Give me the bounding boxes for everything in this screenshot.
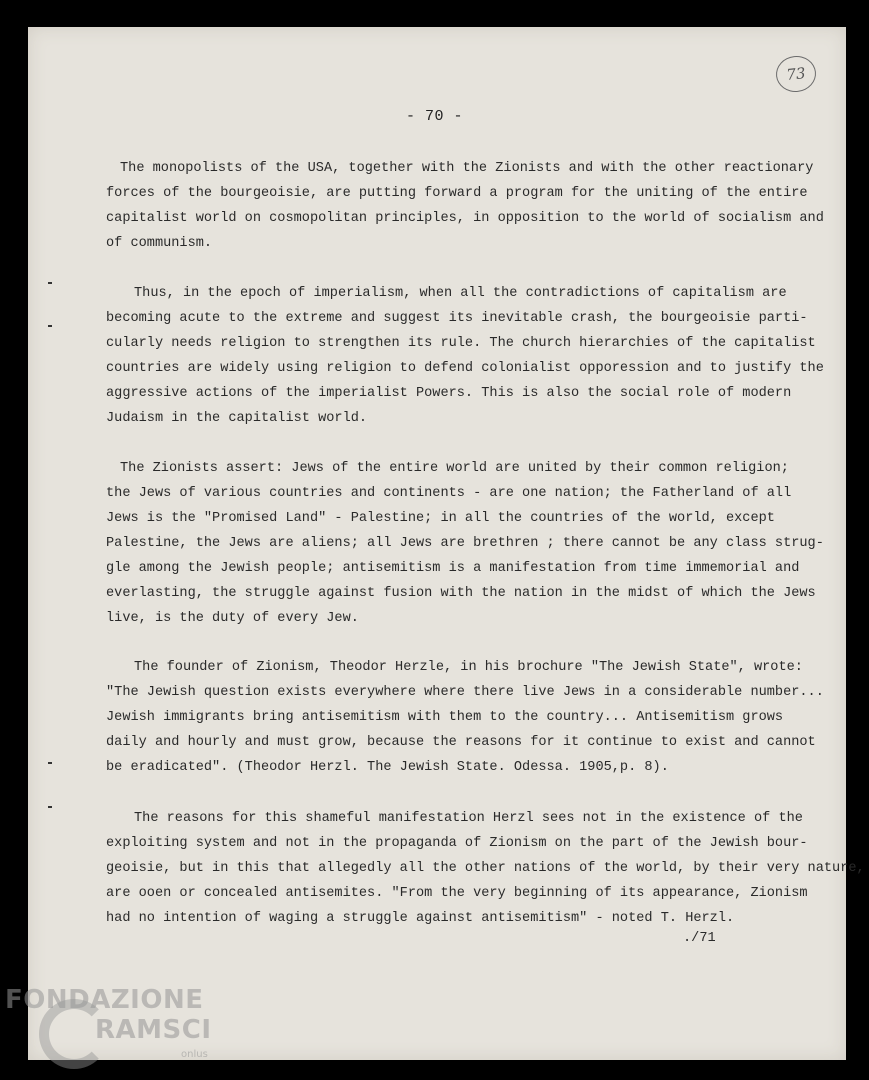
text-line: Thus, in the epoch of imperialism, when all the contradictions of capitalism are [134,286,787,301]
text-line: had no intention of waging a struggle against antisemitism" - noted T. Herzl. [106,911,735,926]
margin-dot [48,325,52,327]
text-line: Jews is the "Promised Land" - Palestine; in all the countries of the world, except [106,511,775,526]
text-line: daily and hourly and must grow, because the reasons for it continue to exist and cannot [106,735,816,750]
text-line: cularly needs religion to strengthen its rule. The church hierarchies of the capitalist [106,336,816,351]
text-line: countries are widely using religion to defend colonialist opporession and to justify the [106,361,824,376]
paragraph-4 [106,655,826,780]
watermark-line-2: RAMSCI [95,1015,212,1045]
paragraph-2 [106,281,826,431]
paragraph-5 [106,806,865,931]
text-line: The monopolists of the USA, together with the Zionists and with the other reactionary [120,161,814,176]
text-line: The founder of Zionism, Theodor Herzle, in his brochure "The Jewish State", wrote: [134,660,803,675]
text-line: "The Jewish question exists everywhere where there live Jews in a considerable number... [106,685,824,700]
text-line: be eradicated". (Theodor Herzl. The Jewish State. Odessa. 1905,p. 8). [106,760,669,775]
text-line: capitalist world on cosmopolitan principles, in opposition to the world of socialism and [106,211,824,226]
margin-dot [48,282,52,284]
archive-folio-mark: 73 [774,54,818,94]
text-line: of communism. [106,236,213,251]
text-line: the Jews of various countries and continents - are one nation; the Fatherland of all [106,486,792,501]
text-line: geoisie, but in this that allegedly all the other nations of the world, by their very nature, [106,861,865,876]
text-line: gle among the Jewish people; antisemitism is a manifestation from time immemorial and [106,561,800,576]
text-line: Palestine, the Jews are aliens; all Jews are brethren ; there cannot be any class strug- [106,536,824,551]
archive-watermark [5,985,225,1080]
text-line: live, is the duty of every Jew. [106,611,359,626]
text-line: forces of the bourgeoisie, are putting forward a program for the uniting of the entire [106,186,808,201]
text-line: everlasting, the struggle against fusion with the nation in the midst of which the Jews [106,586,816,601]
text-line: exploiting system and not in the propaganda of Zionism on the part of the Jewish bour- [106,836,808,851]
text-line: aggressive actions of the imperialist Powers. This is also the social role of modern [106,386,792,401]
text-line: The Zionists assert: Jews of the entire world are united by their common religion; [120,461,789,476]
paragraph-3 [106,456,826,631]
text-line: Jewish immigrants bring antisemitism with them to the country... Antisemitism grows [106,710,784,725]
watermark-line-1: FONDAZIONE [5,985,204,1015]
margin-dot [48,806,52,808]
text-line: The reasons for this shameful manifestation Herzl sees not in the existence of the [134,811,803,826]
watermark-line-3: onlus [181,1049,208,1060]
text-line: are ooen or concealed antisemites. "From the very beginning of its appearance, Zionism [106,886,808,901]
next-page-reference: ./71 [683,931,716,946]
page-number: - 70 - [405,108,463,125]
text-line: becoming acute to the extreme and suggest its inevitable crash, the bourgeoisie parti- [106,311,808,326]
paragraph-1 [106,156,826,256]
margin-dot [48,762,52,764]
text-line: Judaism in the capitalist world. [106,411,368,426]
